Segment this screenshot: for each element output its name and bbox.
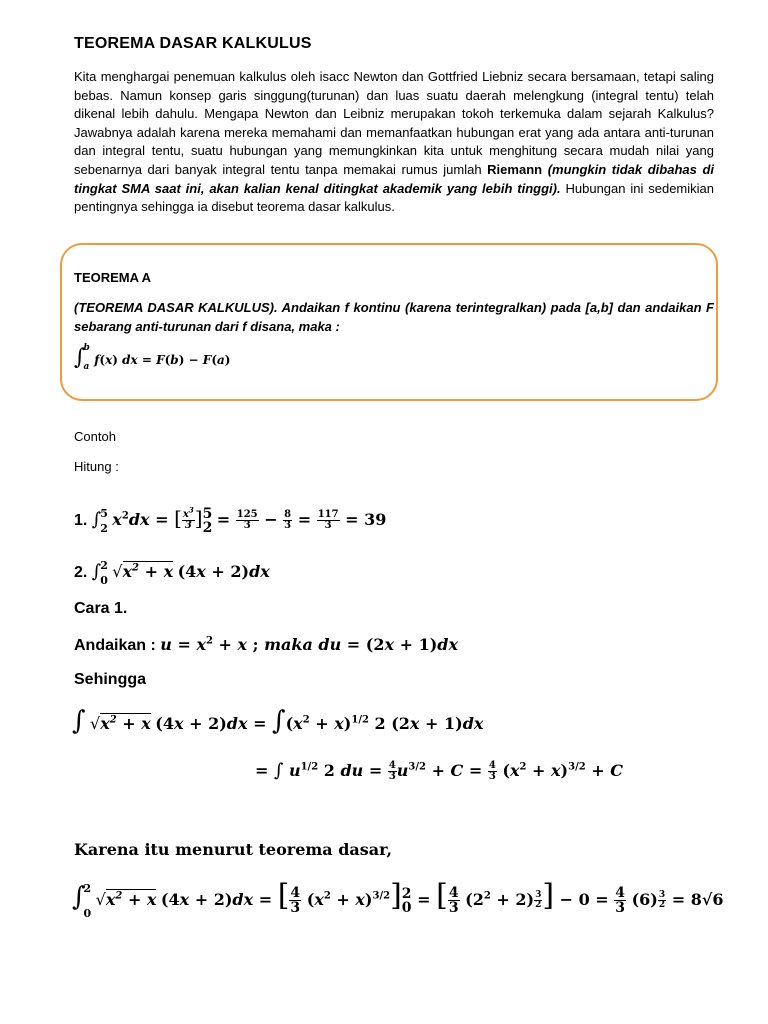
problem-1-number: 1. — [74, 512, 88, 529]
intro-italic-note: (mungkin tidak dibahas di tingkat SMA saat ini, akan kalian kenal ditingkat akademik yang lebih tinggi). — [74, 161, 714, 196]
final-equation: ∫ 2 0 $√x^2 + x$ (4x + 2)dx = [ $\frac{4}{3}$ $(x^2 + x)^{3/2}$] 2 0 = [ $\frac{4}{3}$ $(2^2 + 2)$ $\frac{3}{2}$ ] − 0 = $\frac{4}{3}$ (6) $\frac{3}{2}$ = 8√6 — [72, 878, 724, 920]
problem-1: 1. ∫ 5 2 $x^2dx$ = [ $\frac{x^3}{3}$ ] 5 2 = $\frac{125}{3}$ − $\frac{8}{3}$ = $\frac{117}{3}$ = 39 — [74, 505, 387, 536]
contoh-label: Contoh — [74, 429, 116, 444]
page-title: TEOREMA DASAR KALKULUS — [74, 35, 312, 52]
problem-2: 2. ∫ 2 0 $√x^2 + x$ (4x + 2)dx — [74, 559, 270, 587]
intro-text-2: Hubungan ini sedemikian pentingnya sehingga ia disebut teorema dasar kalkulus. — [74, 180, 714, 215]
theorem-formula: ∫ b a f(x) dx = F(b) − F(a) — [74, 342, 231, 372]
riemann-term: Riemann — [487, 161, 543, 177]
hitung-label: Hitung : — [74, 459, 119, 474]
sehingga-label: Sehingga — [74, 671, 147, 688]
cara-label: Cara 1. — [74, 600, 128, 617]
intro-paragraph — [74, 68, 714, 217]
step-1: ∫ $√x^2 + x$ $(4x + 2)dx = \int(x^2 + x)^{1/2}$ 2 (2x + 1)dx — [72, 706, 484, 736]
andaikan-line: Andaikan : $u = x^2 + x$ ; maka du = (2x + 1)dx — [74, 635, 459, 654]
intro-text-1: Kita menghargai penemuan kalkulus oleh isacc Newton dan Gottfried Liebniz secara bersamaan, tetapi saling bebas. Namun konsep garis singgung(turunan) dan luas suatu daerah melengkung (integral tentu) telah dikenal lebih dahulu. Mengapa Newton dan Leibniz merupakan tokoh terkemuka dalam sejarah Kalkulus? Jawabnya adalah karena mereka memahami dan memanfaatkan hubungan erat yang ada antara anti-turunan dan integral tentu, suatu hubungan yang memungkinkan kita untuk menghitung secara mudah nilai yang sebenarnya dari banyak integral tentu tanpa memakai rumus jumlah — [74, 69, 714, 177]
theorem-label: TEOREMA A — [74, 270, 152, 285]
andaikan-label: Andaikan : — [74, 637, 156, 654]
step-2: = ∫ $u^{1/2}$ 2 du = $\frac{4}{3}$ $u^{3/2} + C$ = $\frac{4}{3}$ $(x^2 + x)^{3/2} + C$ — [255, 760, 623, 783]
karena-label: Karena itu menurut teorema dasar, — [74, 840, 393, 859]
problem-2-number: 2. — [74, 564, 88, 582]
theorem-statement: (TEOREMA DASAR KALKULUS). Andaikan f kontinu (karena terintegralkan) pada [a,b] dan andaikan F sebarang anti-turunan dari f disana, maka : — [74, 300, 714, 334]
